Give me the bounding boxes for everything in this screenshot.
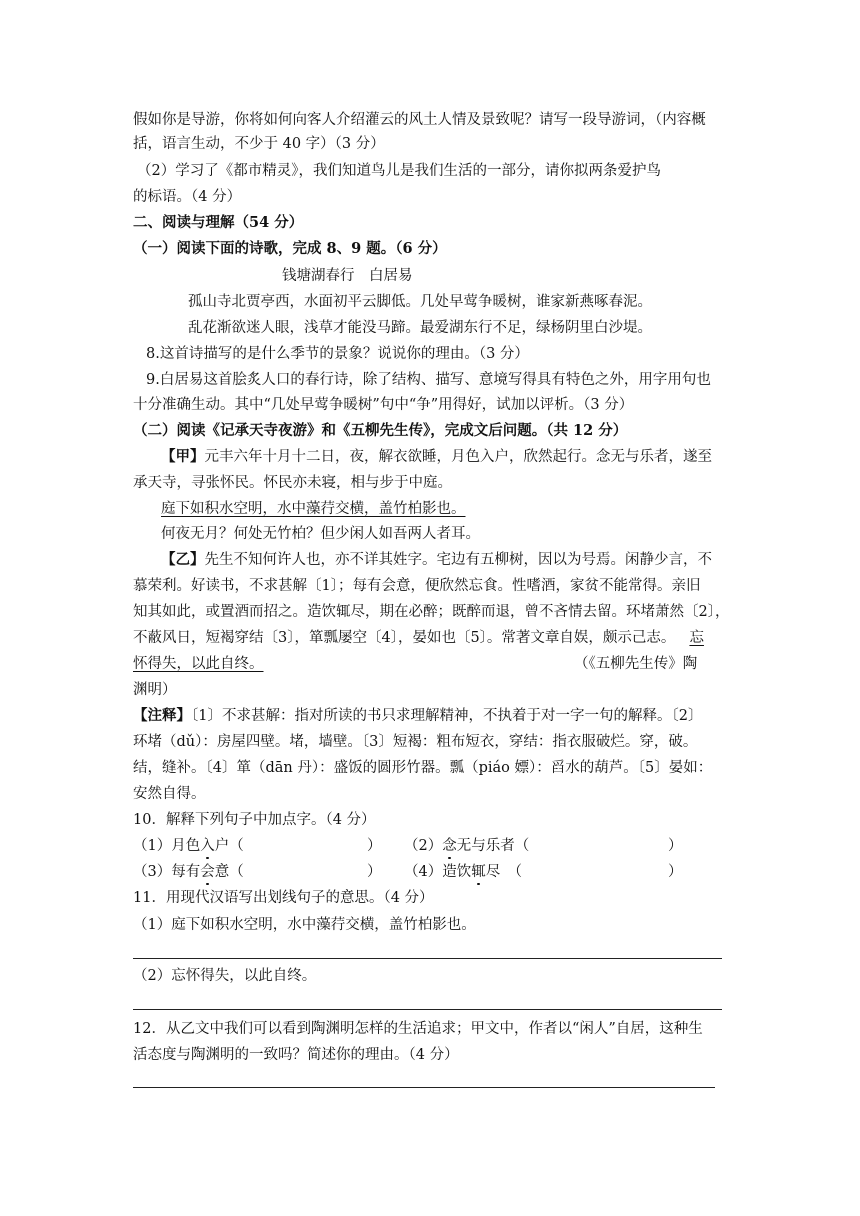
notes-line-3: 结，缝补。〔4〕箪（dān 丹）：盛饭的圆形竹器。瓢（piáo 嫖）：舀水的葫芦。〔5〕晏如： [133,760,713,776]
passage-yi-line-2: 慕荣利。好读书，不求甚解〔1〕；每有会意，便欣然忘食。性嗜酒，家贫不能常得。亲旧 [133,578,701,594]
passage-jia-line-3-underlined: 庭下如积水空明，水中藻荇交横，盖竹柏影也。 [161,501,466,517]
question-8: 8.这首诗描写的是什么季节的景象？说说你的理由。（3 分） [146,346,529,362]
poem-title: 钱塘湖春行 白居易 [282,268,413,284]
notes-line-1 [133,706,702,726]
passage-jia-line-2: 承天寺，寻张怀民。怀民亦未寝，相与步于中庭。 [133,475,452,491]
notes-label: 【注释】 [133,707,191,724]
answer-line-2[interactable] [133,1009,722,1010]
yi-line-4-text: 不蔽风日，短褐穿结〔3〕，箪瓢屡空〔4〕，晏如也〔5〕。常著文章自娱，颇示己志。 [133,630,676,646]
q11-item-1: （1）庭下如积水空明，水中藻荇交横，盖竹柏影也。 [133,917,476,933]
passage-yi-line-5-underlined: 怀得失，以此自终。 [133,656,264,672]
poem-line-1: 孤山寺北贾亭西，水面初平云脚低。几处早莺争暖树，谁家新燕啄春泥。 [188,294,652,310]
q10-item-3-pre: （3）每有 [133,864,201,880]
q10-item-1-post: 户（ [214,838,244,854]
passage-yi-source-cont: 渊明） [133,682,177,698]
section-heading: 二、阅读与理解（54 分） [133,214,304,231]
passage-jia-line-1 [161,447,712,467]
q10-item-4-close: ） [668,864,683,880]
passage-yi-source: （《五柳先生传》陶 [574,656,698,672]
notes-text-1: 〔1〕不求甚解：指对所读的书只求理解精神，不执着于对一字一句的解释。〔2〕 [191,708,703,724]
q10-item-3 [133,862,244,882]
poem-line-2: 乱花渐欲迷人眼，浅草才能没马蹄。最爱湖东行不足，绿杨阴里白沙堤。 [188,320,652,336]
q10-item-1-pre: （1）月色 [133,838,201,854]
q10-item-4-post: 尽 （ [485,864,522,880]
passage-yi-line-4 [133,628,704,648]
yi-text: 先生不知何许人也，亦不详其姓字。宅边有五柳树，因以为号焉。闲静少言，不 [204,552,712,568]
q10-item-3-post: 意（ [214,864,244,880]
q10-item-2-dotted-char: 念 [442,838,457,854]
question-12-line-1: 12．从乙文中我们可以看到陶渊明怎样的生活追求；甲文中，作者以“闲人”自居，这种生 [133,1021,703,1037]
q7-text-line-2: 括，语言生动，不少于 40 字）（3 分） [133,136,385,152]
q7-sub2-line-1: （2）学习了《都市精灵》，我们知道鸟儿是我们生活的一部分，请你拟两条爱护鸟 [137,163,661,179]
q11-item-2: （2）忘怀得失，以此自终。 [133,968,317,984]
q10-item-4 [404,862,522,882]
q10-item-1 [133,836,244,856]
answer-line-1[interactable] [133,958,722,959]
question-11: 11．用现代汉语写出划线句子的意思。（4 分） [133,890,434,906]
passage-jia-line-4: 何夜无月？何处无竹柏？但少闲人如吾两人者耳。 [161,526,480,542]
question-10: 10．解释下列句子中加点字。（4 分） [133,812,376,828]
q10-item-4-dotted-char: 辄 [471,864,486,880]
q10-item-1-close: ） [367,838,382,854]
q7-text-line-1: 假如你是导游，你将如何向客人介绍灌云的风土人情及景致呢？请写一段导游词，（内容概 [133,112,706,128]
jia-text: 元丰六年十月十二日，夜，解衣欲睡，月色入户，欣然起行。念无与乐者，遂至 [204,449,712,465]
q10-item-1-dotted-char: 入 [200,838,215,854]
passage-yi-line-3: 知其如此，或置酒而招之。造饮辄尽，期在必醉；既醉而退，曾不吝情去留。环堵萧然〔2〕， [133,604,730,620]
notes-line-4: 安然自得。 [133,786,206,802]
yi-label: 【乙】 [161,551,205,568]
question-12-line-2: 活态度与陶渊明的一致吗？简述你的理由。（4 分） [133,1047,459,1063]
q10-item-3-close: ） [367,864,382,880]
question-9-line-2: 十分准确生动。其中“几处早莺争暖树”句中“争”用得好，试加以评析。（3 分） [133,397,634,413]
q10-item-3-dotted-char: 会 [200,864,215,880]
part2-heading: （二）阅读《记承天寺夜游》和《五柳先生传》，完成文后问题。（共 12 分） [133,422,628,439]
jia-label: 【甲】 [161,448,205,465]
q10-item-4-pre: （4）造饮 [404,864,472,880]
yi-line-4-underlined-tail: 忘 [689,630,704,646]
q10-item-2-pre: （2） [404,838,443,854]
q10-item-2 [404,836,529,856]
q7-sub2-line-2: 的标语。（4 分） [133,189,242,205]
question-9-line-1: 9.白居易这首脍炙人口的春行诗，除了结构、描写、意境写得具有特色之外，用字用句也 [146,372,711,388]
passage-yi-line-1 [161,550,712,570]
part1-heading: （一）阅读下面的诗歌，完成 8、9 题。（6 分） [133,240,447,257]
q10-item-2-close: ） [668,838,683,854]
q10-item-2-post: 无与乐者（ [456,838,530,854]
notes-line-2: 环堵（dǔ）：房屋四壁。堵，墙壁。〔3〕短褐：粗布短衣，穿结：指衣服破烂。穿，破。 [133,734,698,750]
answer-line-3[interactable] [133,1087,715,1088]
